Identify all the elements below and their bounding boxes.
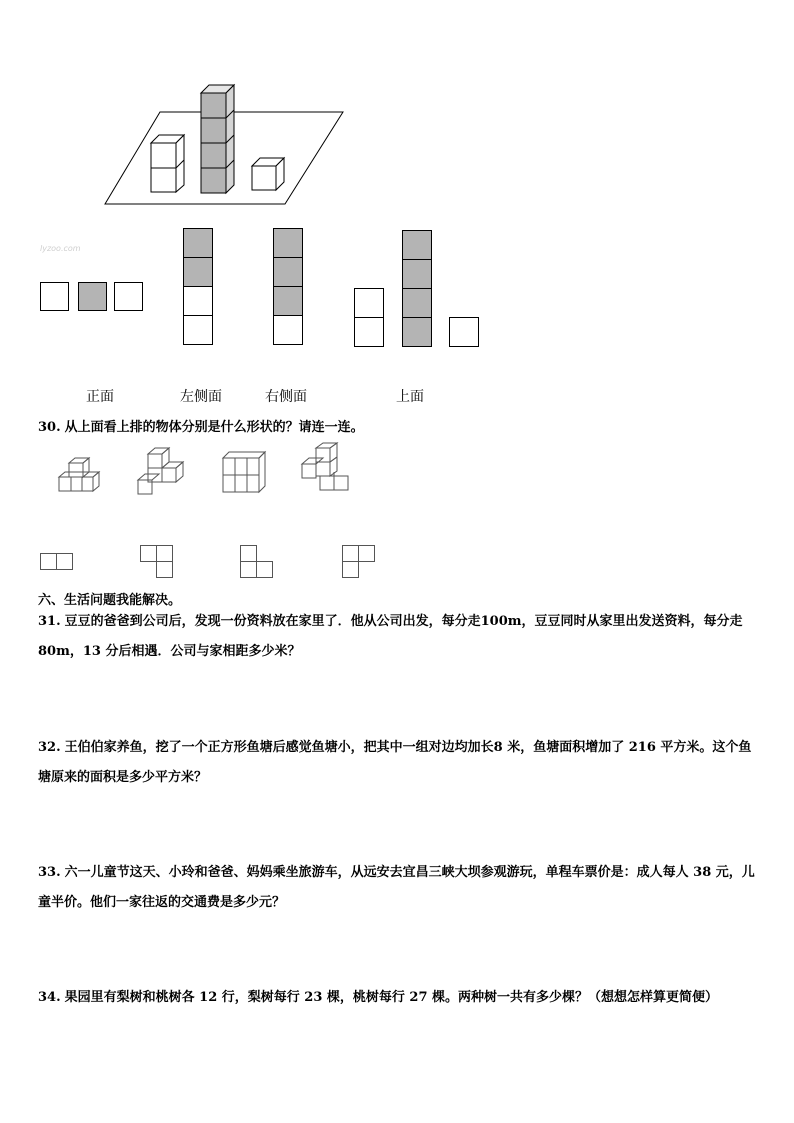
shape-c-figure (240, 545, 276, 581)
question-text: 果园里有梨树和桃树各 12 行，梨树每行 23 棵，桃树每行 27 棵。两种树一共有多少棵？（想想怎样算更简便） (64, 990, 719, 1005)
question-number: 34. (38, 990, 61, 1005)
question-31 (38, 607, 760, 667)
question-number: 30. (38, 420, 61, 435)
question-number: 32. (38, 740, 61, 755)
question-text: 从上面看上排的物体分别是什么形状的？请连一连。 (64, 420, 364, 435)
left-cube-stack (151, 135, 184, 192)
question-32 (38, 733, 760, 793)
label-top: 上面 (396, 389, 424, 405)
right-side-view-figure (273, 228, 305, 346)
label-right-side: 右侧面 (265, 389, 307, 405)
top-view-figure (354, 230, 482, 348)
question-34 (38, 983, 760, 1013)
section-heading: 六、生活问题我能解决。 (38, 593, 182, 608)
front-view-figure (40, 282, 145, 312)
object-3-figure (220, 450, 270, 495)
question-text: 王伯伯家养鱼，挖了一个正方形鱼塘后感觉鱼塘小，把其中一组对边均加长8 米，鱼塘面积增加了 216 平方米。这个鱼塘原来的面积是多少平方米？ (38, 740, 752, 785)
left-side-view-figure (183, 228, 215, 346)
shape-b-figure (140, 545, 176, 581)
object-1-figure (55, 455, 105, 495)
object-2-figure (135, 446, 190, 498)
question-text: 豆豆的爸爸到公司后，发现一份资料放在家里了．他从公司出发，每分走100m，豆豆同时从家里出发送资料，每分走80m，13 分后相遇．公司与家相距多少米？ (38, 614, 743, 659)
question-number: 31. (38, 614, 61, 629)
question-30 (38, 416, 364, 435)
label-left-side: 左侧面 (180, 389, 222, 405)
object-4-figure (298, 442, 356, 498)
label-front: 正面 (86, 389, 114, 405)
tall-cube-stack (201, 85, 234, 193)
shape-a-figure (40, 553, 76, 573)
shape-d-figure (342, 545, 378, 581)
cube-stacks-figure (100, 80, 350, 210)
question-number: 33. (38, 865, 61, 880)
question-text: 六一儿童节这天、小玲和爸爸、妈妈乘坐旅游车，从远安去宜昌三峡大坝参观游玩，单程车票价是：成人每人 38 元，儿童半价。他们一家往返的交通费是多少元？ (38, 865, 755, 910)
watermark: lyzoo.com (40, 244, 81, 253)
question-33 (38, 858, 760, 918)
single-cube (252, 158, 284, 190)
